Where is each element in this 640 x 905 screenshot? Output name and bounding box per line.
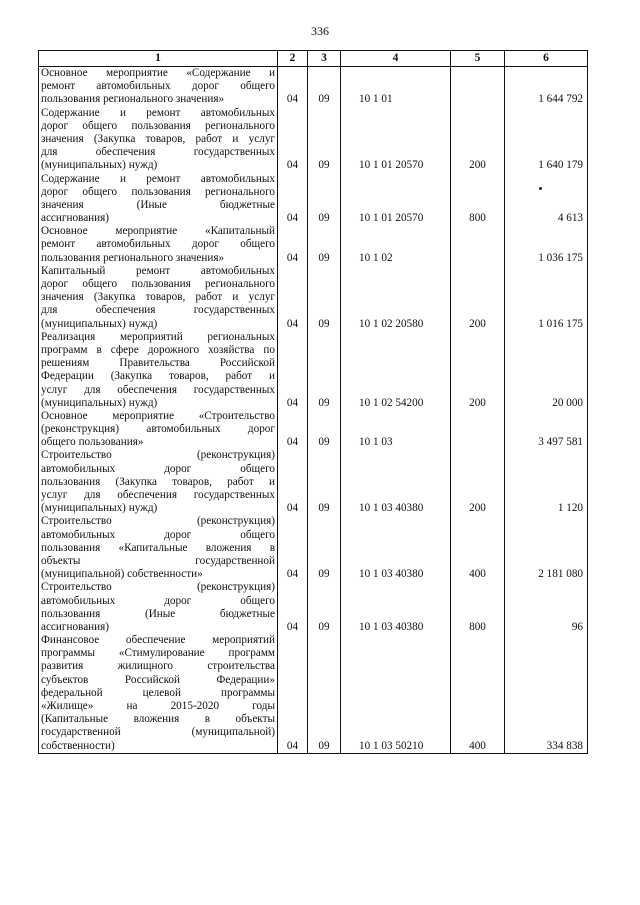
table-row — [39, 410, 588, 450]
description-line: (реконструкция) автомобильных дорог — [41, 423, 275, 436]
target-article-code: 10 1 03 50210 — [341, 634, 451, 753]
expense-type-code: 200 — [451, 449, 505, 515]
row-description — [39, 67, 278, 107]
description-line: Основное мероприятие «Строительство — [41, 409, 275, 422]
table-body — [39, 67, 588, 754]
table-row — [39, 449, 588, 515]
table-row — [39, 173, 588, 226]
expense-type-code: 200 — [451, 107, 505, 173]
description-line: (муниципальных) нужд) — [41, 502, 158, 515]
description-line: «Жилище» на 2015-2020 годы — [41, 700, 275, 712]
description-line: дорог общего пользования регионального — [41, 119, 275, 132]
target-article-code: 10 1 01 — [341, 67, 451, 107]
subsection-code: 09 — [308, 449, 341, 515]
target-article-code: 10 1 01 20570 — [341, 173, 451, 226]
table-row — [39, 265, 588, 331]
description-line: Основное мероприятие «Содержание и — [41, 67, 275, 79]
target-article-code: 10 1 03 — [341, 410, 451, 450]
description-line: (муниципальной) собственности» — [41, 568, 203, 581]
row-description — [39, 173, 278, 226]
description-line: Основное мероприятие «Капитальный — [41, 225, 275, 238]
subsection-code: 09 — [308, 410, 341, 450]
description-line: автомобильных дорог общего — [41, 594, 275, 607]
table-row — [39, 634, 588, 753]
description-line: Финансовое обеспечение мероприятий — [41, 634, 275, 647]
description-line: Строительство (реконструкция) — [41, 515, 275, 528]
column-header-expense-type: 5 — [451, 51, 505, 67]
table-row — [39, 331, 588, 410]
description-line: собственности) — [41, 739, 115, 752]
description-line: значения (Закупка товаров, работ и услуг — [41, 132, 275, 145]
subsection-code: 09 — [308, 107, 341, 173]
section-code: 04 — [278, 107, 308, 173]
description-line: ремонт автомобильных дорог общего — [41, 238, 275, 251]
amount-value: 20 000 — [505, 331, 588, 410]
amount-value: 4 613 — [505, 173, 588, 226]
target-article-code: 10 1 02 — [341, 225, 451, 265]
page-number: 336 — [311, 24, 329, 38]
description-line: услуг для обеспечения государственных — [41, 383, 275, 396]
row-description — [39, 331, 278, 410]
description-line: пользования (Закупка товаров, работ и — [41, 475, 275, 488]
description-line: субъектов Российской Федерации» — [41, 673, 275, 686]
description-line: (муниципальных) нужд) — [41, 317, 158, 330]
target-article-code: 10 1 02 20580 — [341, 265, 451, 331]
row-description — [39, 410, 278, 450]
expense-type-code — [451, 225, 505, 265]
description-line: значения (Закупка товаров, работ и услуг — [41, 291, 275, 304]
expense-type-code: 200 — [451, 331, 505, 410]
target-article-code: 10 1 03 40380 — [341, 581, 451, 634]
section-code: 04 — [278, 634, 308, 753]
subsection-code: 09 — [308, 225, 341, 265]
target-article-code: 10 1 03 40380 — [341, 449, 451, 515]
row-description — [39, 634, 278, 753]
description-line: ассигнования) — [41, 212, 109, 225]
section-code: 04 — [278, 225, 308, 265]
description-line: Содержание и ремонт автомобильных — [41, 172, 275, 185]
expense-type-code: 400 — [451, 634, 505, 753]
subsection-code: 09 — [308, 581, 341, 634]
section-code: 04 — [278, 581, 308, 634]
table-row — [39, 67, 588, 107]
description-line: объекты государственной — [41, 554, 275, 567]
subsection-code: 09 — [308, 67, 341, 107]
expense-type-code — [451, 410, 505, 450]
description-line: (Капитальные вложения в объекты — [41, 713, 275, 726]
description-line: (муниципальных) нужд) — [41, 159, 158, 172]
description-line: для обеспечения государственных — [41, 304, 275, 317]
section-code: 04 — [278, 515, 308, 581]
description-line: пользования (Иные бюджетные — [41, 607, 275, 620]
description-line: (муниципальных) нужд) — [41, 396, 158, 409]
row-description — [39, 225, 278, 265]
amount-value: 1 120 — [505, 449, 588, 515]
amount-value: 1 036 175 — [505, 225, 588, 265]
target-article-code: 10 1 01 20570 — [341, 107, 451, 173]
description-line: Содержание и ремонт автомобильных — [41, 106, 275, 119]
description-line: пользования «Капитальные вложения в — [41, 541, 275, 554]
expense-type-code — [451, 67, 505, 107]
subsection-code: 09 — [308, 265, 341, 331]
subsection-code: 09 — [308, 515, 341, 581]
section-code: 04 — [278, 173, 308, 226]
expense-type-code: 800 — [451, 173, 505, 226]
section-code: 04 — [278, 265, 308, 331]
table-row — [39, 515, 588, 581]
subsection-code: 09 — [308, 173, 341, 226]
expense-type-code: 800 — [451, 581, 505, 634]
row-description — [39, 515, 278, 581]
description-line: для обеспечения государственных — [41, 146, 275, 159]
row-description — [39, 265, 278, 331]
section-code: 04 — [278, 67, 308, 107]
description-line: Реализация мероприятий региональных — [41, 330, 275, 343]
description-line: автомобильных дорог общего — [41, 462, 275, 475]
table-header-row — [39, 51, 588, 67]
description-line: развития жилищного строительства — [41, 660, 275, 673]
expense-type-code: 400 — [451, 515, 505, 581]
description-line: решениям Правительства Российской — [41, 357, 275, 370]
column-header-subsection: 3 — [308, 51, 341, 67]
table-row — [39, 225, 588, 265]
description-line: пользования регионального значения» — [41, 251, 225, 264]
description-line: услуг для обеспечения государственных — [41, 489, 275, 501]
amount-value: 1 016 175 — [505, 265, 588, 331]
section-code: 04 — [278, 410, 308, 450]
description-line: государственной (муниципальной) — [41, 726, 275, 739]
description-line: Строительство (реконструкция) — [41, 581, 275, 594]
column-header-amount: 6 — [505, 51, 588, 67]
description-line: общего пользования» — [41, 436, 144, 449]
target-article-code: 10 1 03 40380 — [341, 515, 451, 581]
amount-value: 1 644 792 — [505, 67, 588, 107]
amount-value: 3 497 581 — [505, 410, 588, 450]
target-article-code: 10 1 02 54200 — [341, 331, 451, 410]
description-line: программы «Стимулирование программ — [41, 647, 275, 660]
section-code: 04 — [278, 449, 308, 515]
description-line: Капитальный ремонт автомобильных — [41, 264, 275, 277]
column-header-section: 2 — [278, 51, 308, 67]
budget-table — [38, 50, 588, 754]
description-line: значения (Иные бюджетные — [41, 198, 275, 211]
description-line: Строительство (реконструкция) — [41, 449, 275, 462]
column-header-name: 1 — [39, 51, 278, 67]
row-description — [39, 107, 278, 173]
row-description — [39, 581, 278, 634]
table-row — [39, 581, 588, 634]
subsection-code: 09 — [308, 331, 341, 410]
table-row — [39, 107, 588, 173]
description-line: Федерации (Закупка товаров, работ и — [41, 370, 275, 383]
amount-value: 334 838 — [505, 634, 588, 753]
stray-dot-mark — [539, 187, 542, 190]
amount-value: 2 181 080 — [505, 515, 588, 581]
description-line: дорог общего пользования регионального — [41, 185, 275, 198]
description-line: программ в сфере дорожного хозяйства по — [41, 343, 275, 356]
description-line: ремонт автомобильных дорог общего — [41, 80, 275, 93]
row-description — [39, 449, 278, 515]
description-line: дорог общего пользования регионального — [41, 278, 275, 290]
section-code: 04 — [278, 331, 308, 410]
amount-value: 1 640 179 — [505, 107, 588, 173]
expense-type-code: 200 — [451, 265, 505, 331]
subsection-code: 09 — [308, 634, 341, 753]
description-line: ассигнования) — [41, 620, 109, 633]
description-line: пользования регионального значения» — [41, 93, 225, 106]
description-line: автомобильных дорог общего — [41, 528, 275, 541]
description-line: федеральной целевой программы — [41, 686, 275, 699]
amount-value: 96 — [505, 581, 588, 634]
column-header-target-article: 4 — [341, 51, 451, 67]
